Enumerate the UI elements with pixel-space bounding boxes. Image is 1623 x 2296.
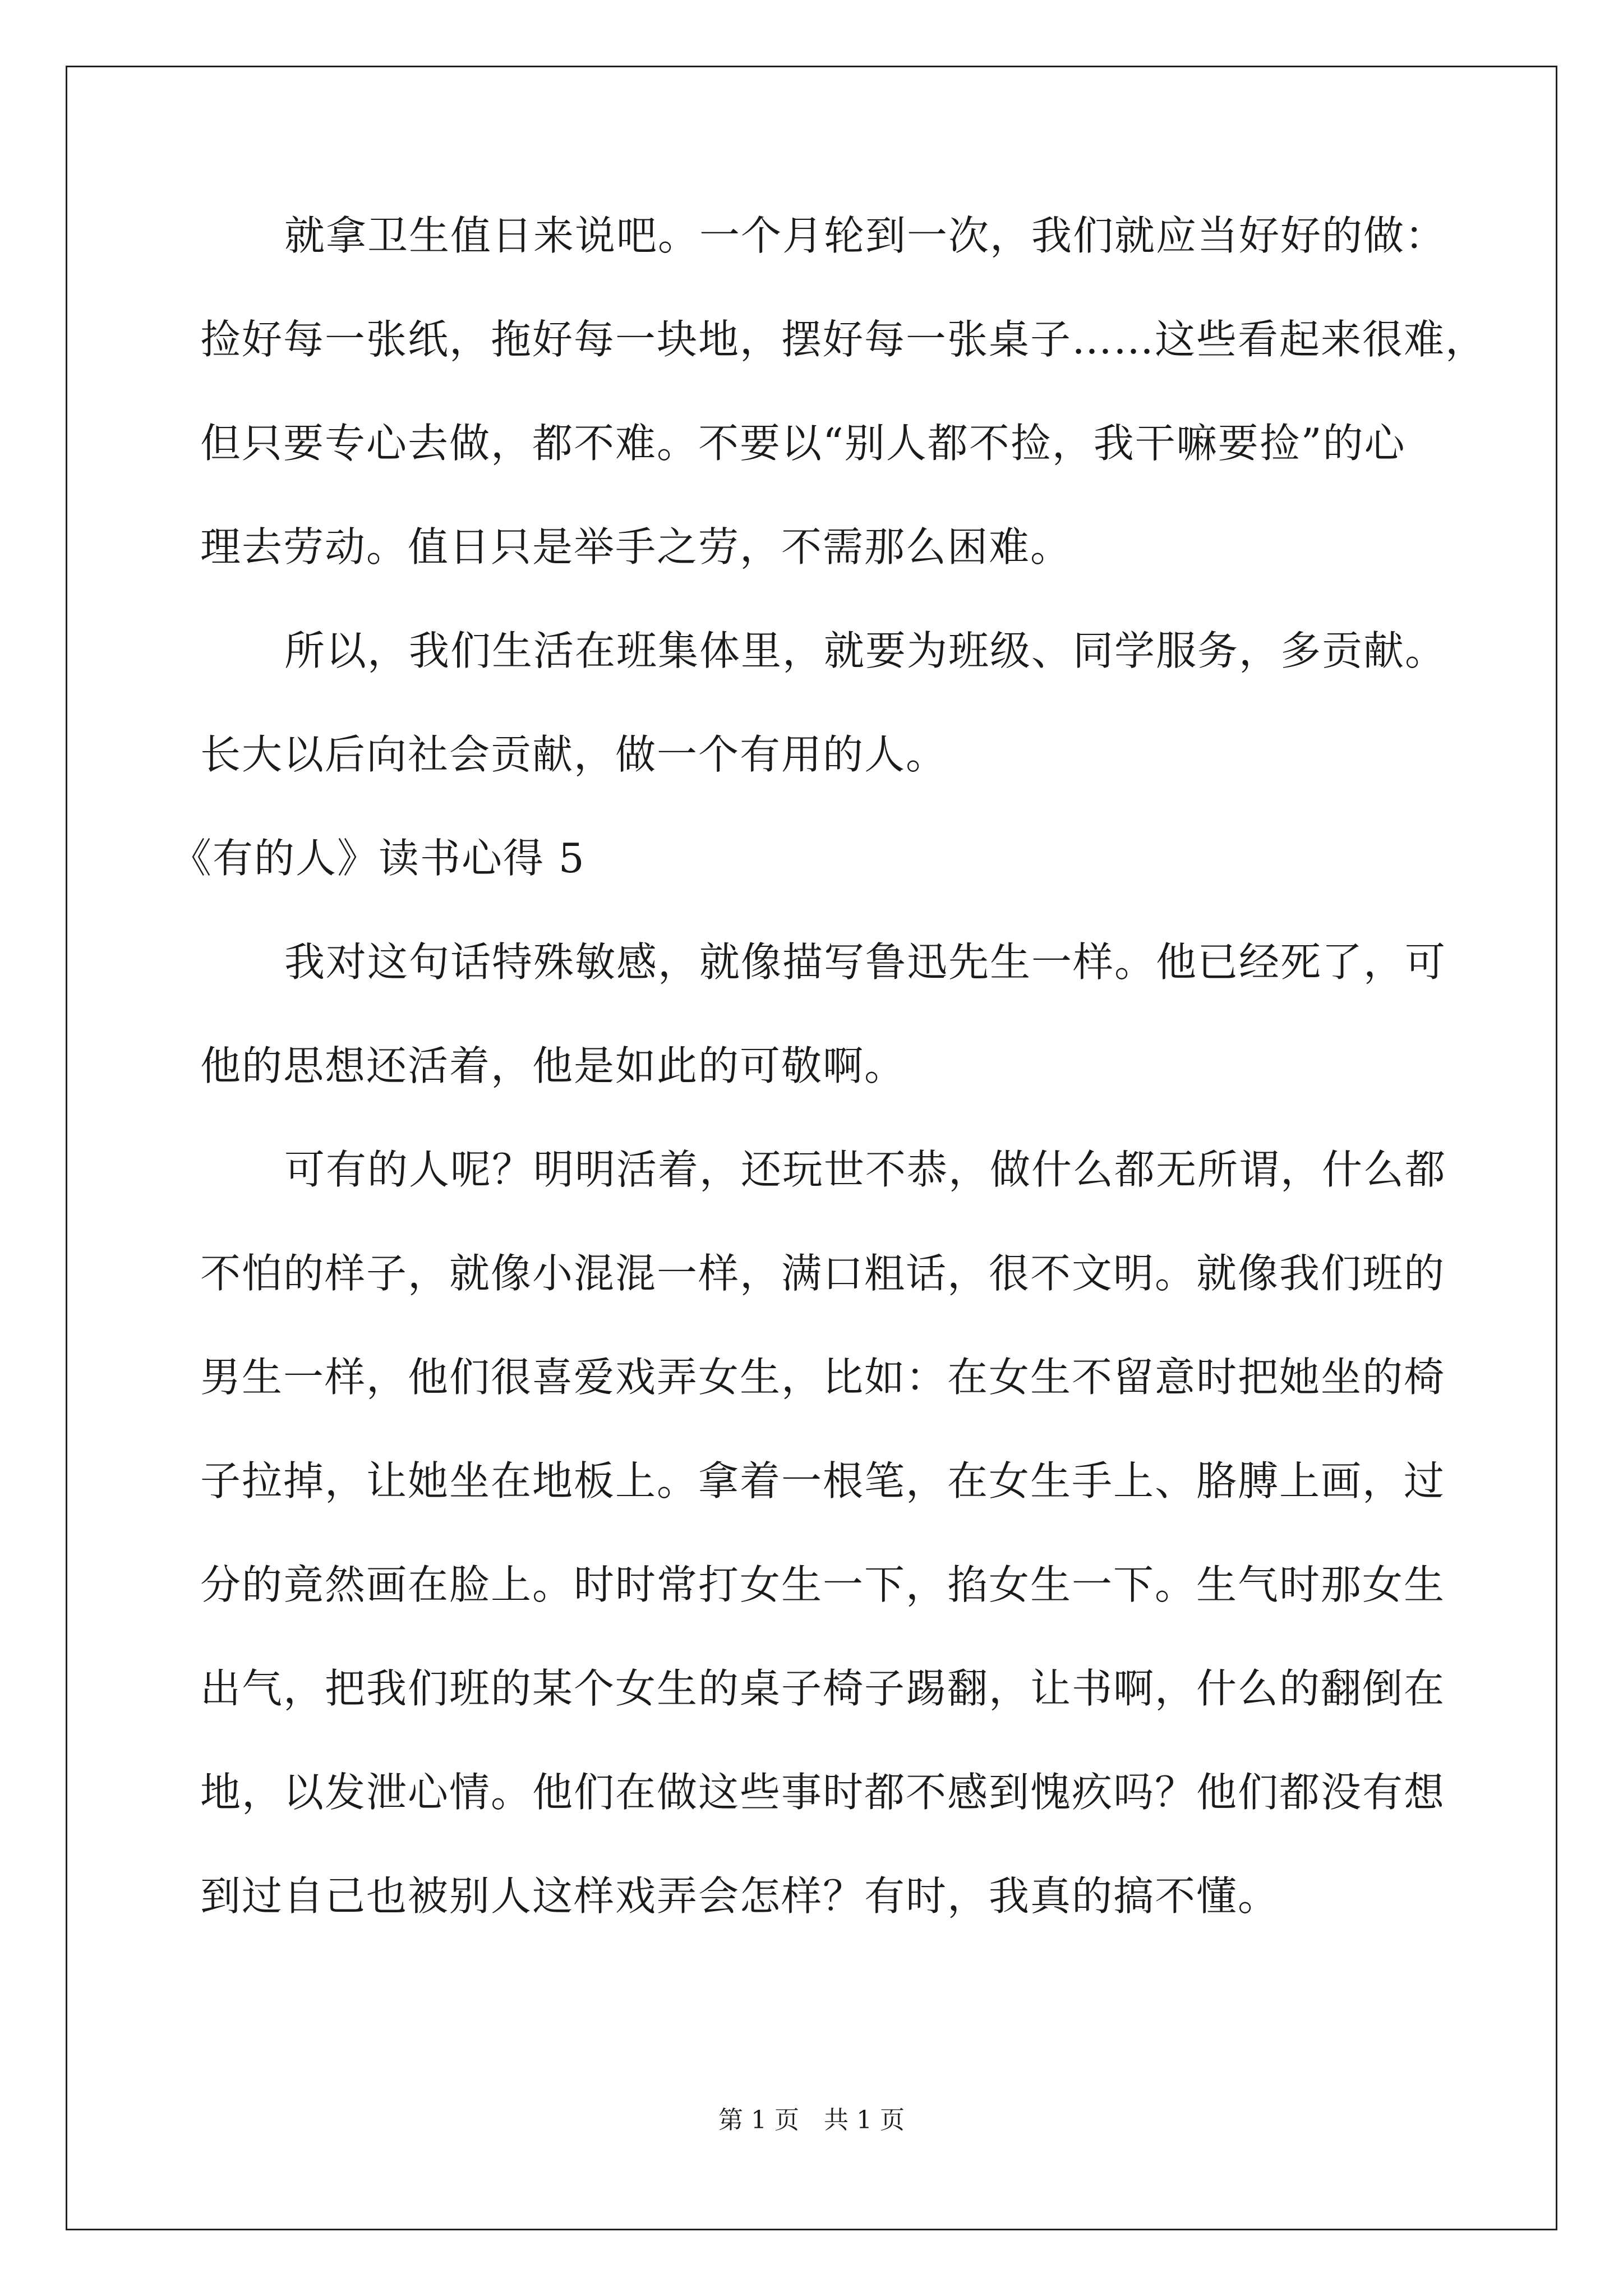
paragraph-line: 长大以后向社会贡献，做一个有用的人。 [200,731,948,778]
section-title: 《有的人》读书心得 5 [171,835,585,882]
paragraph-line: 可有的人呢？明明活着，还玩世不恭，做什么都无所谓，什么都 [284,1146,1447,1193]
page-number: 第 1 页 [718,2106,799,2134]
paragraph-line: 他的思想还活着，他是如此的可敬啊。 [200,1042,906,1089]
paragraph-line: 分的竟然画在脸上。时时常打女生一下，掐女生一下。生气时那女生 [200,1561,1446,1608]
page-total: 共 1 页 [824,2106,905,2134]
paragraph-line: 就拿卫生值日来说吧。一个月轮到一次，我们就应当好好的做： [284,212,1447,259]
paragraph-line: 出气，把我们班的某个女生的桌子椅子踢翻，让书啊，什么的翻倒在 [200,1665,1446,1712]
paragraph-line: 我对这句话特殊敏感，就像描写鲁迅先生一样。他已经死了，可 [284,938,1447,986]
paragraph-line: 所以，我们生活在班集体里，就要为班级、同学服务，多贡献。 [284,627,1447,674]
paragraph-line: 捡好每一张纸，拖好每一块地，摆好每一张桌子……这些看起来很难， [200,316,1487,363]
paragraph-line: 不怕的样子，就像小混混一样，满口粗话，很不文明。就像我们班的 [200,1250,1446,1297]
paragraph-line: 到过自己也被别人这样戏弄会怎样？有时，我真的搞不懂。 [200,1872,1280,1920]
paragraph-line: 但只要专心去做，都不难。不要以“别人都不捡，我干嘛要捡”的心 [200,420,1406,467]
page-footer [0,2104,1623,2137]
paragraph-line: 子拉掉，让她坐在地板上。拿着一根笔，在女生手上、胳膊上画，过 [200,1457,1446,1504]
paragraph-line: 地，以发泄心情。他们在做这些事时都不感到愧疚吗？他们都没有想 [200,1769,1446,1816]
paragraph-line: 理去劳动。值日只是举手之劳，不需那么困难。 [200,523,1072,570]
paragraph-line: 男生一样，他们很喜爱戏弄女生，比如：在女生不留意时把她坐的椅 [200,1354,1446,1401]
